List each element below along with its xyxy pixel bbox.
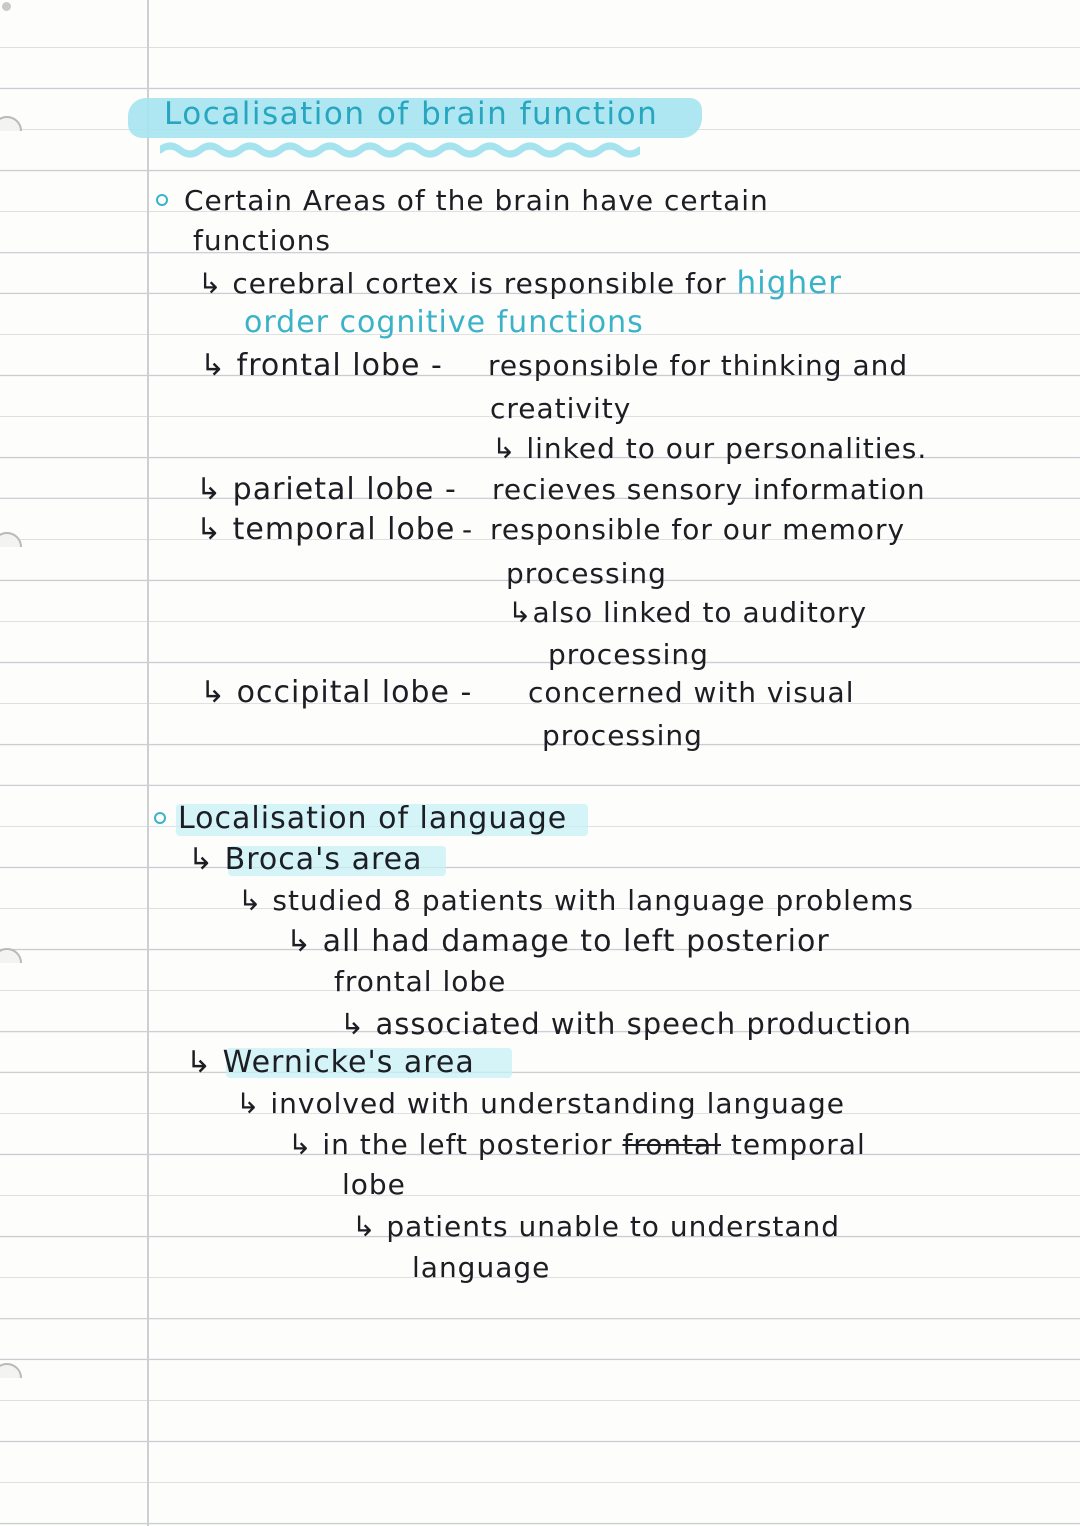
- wernicke-patients-2: language: [412, 1251, 551, 1284]
- frontal-label: ↳ frontal lobe -: [200, 348, 443, 383]
- wernicke-loc-struck: frontal: [622, 1128, 721, 1161]
- wernicke-label: ↳ Wernicke's area: [186, 1045, 475, 1080]
- temporal-desc-1: responsible for our memory: [490, 513, 906, 546]
- section1-heading: Certain Areas of the brain have certain: [184, 184, 769, 217]
- binder-hole-mark: [0, 116, 22, 146]
- wernicke-loc-2: lobe: [342, 1168, 406, 1201]
- page-title: Localisation of brain function: [164, 96, 659, 132]
- wernicke-location-line: [288, 1128, 866, 1162]
- frontal-desc-1: responsible for thinking and: [488, 349, 909, 382]
- wernicke-loc-suffix: temporal: [730, 1128, 866, 1161]
- temporal-dash: -: [462, 513, 474, 546]
- cortex-prefix: ↳ cerebral cortex is responsible for: [198, 267, 727, 300]
- occipital-desc-1: concerned with visual: [528, 676, 855, 709]
- section2-heading: Localisation of language: [178, 801, 568, 836]
- binder-hole-mark: [0, 532, 22, 562]
- cortex-highlight-2: order cognitive functions: [244, 305, 644, 340]
- wernicke-loc-prefix: ↳ in the left posterior: [288, 1128, 613, 1161]
- occipital-desc-2: processing: [542, 719, 703, 752]
- section1-heading-cont: functions: [193, 224, 331, 257]
- title-squiggle-underline: [160, 140, 640, 162]
- broca-assoc: ↳ associated with speech production: [340, 1007, 913, 1041]
- parietal-desc: recieves sensory information: [492, 473, 926, 506]
- temporal-label: ↳ temporal lobe: [196, 512, 456, 547]
- margin-line: [147, 0, 149, 1526]
- frontal-note: ↳ linked to our personalities.: [492, 432, 928, 465]
- cortex-highlight-1: higher: [736, 265, 842, 301]
- paper-corner-mark: [2, 2, 11, 11]
- bullet-icon: [154, 812, 166, 824]
- cortex-line: [198, 266, 842, 301]
- wernicke-involved: ↳ involved with understanding language: [236, 1087, 845, 1120]
- binder-hole-mark: [0, 948, 22, 978]
- broca-damage-1: ↳ all had damage to left posterior: [286, 924, 830, 959]
- parietal-label: ↳ parietal lobe -: [196, 472, 457, 507]
- bullet-icon: [156, 194, 168, 206]
- wernicke-patients-1: ↳ patients unable to understand: [352, 1210, 841, 1243]
- temporal-note-2: processing: [548, 638, 709, 671]
- broca-studied: ↳ studied 8 patients with language problems: [238, 884, 914, 917]
- broca-label: ↳ Broca's area: [188, 842, 423, 877]
- temporal-desc-2: processing: [506, 557, 667, 590]
- temporal-note-1: ↳also linked to auditory: [508, 596, 868, 629]
- occipital-label: ↳ occipital lobe -: [200, 675, 473, 710]
- binder-hole-mark: [0, 1363, 22, 1393]
- broca-damage-2: frontal lobe: [334, 965, 507, 998]
- frontal-desc-2: creativity: [490, 392, 632, 425]
